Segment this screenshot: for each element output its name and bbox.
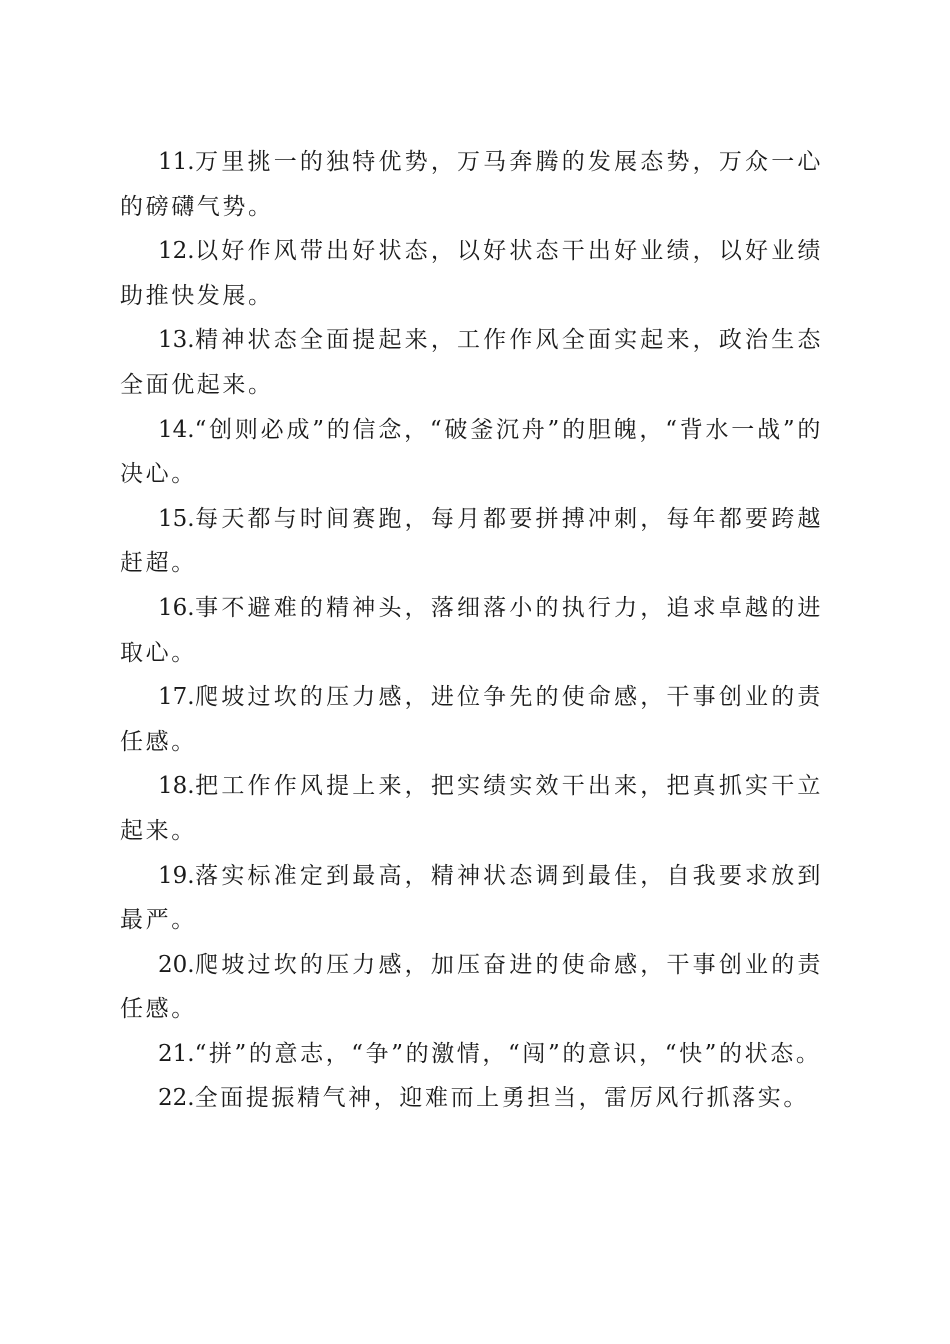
item-number: 13. (158, 327, 195, 354)
item-text: 爬坡过坎的压力感，进位争先的使命感，干事创业的责任感。 (120, 684, 823, 755)
item-text: 全面提振精气神，迎难而上勇担当，雷厉风行抓落实。 (194, 1085, 809, 1112)
list-item (120, 854, 823, 943)
item-text: 爬坡过坎的压力感，加压奋进的使命感，干事创业的责任感。 (120, 951, 823, 1023)
item-number: 17. (158, 684, 195, 711)
item-number: 11. (158, 149, 195, 175)
document-body (120, 140, 823, 1121)
item-number: 15. (158, 505, 195, 532)
item-text: “创则必成”的信念，“破釜沉舟”的胆魄，“背水一战”的决心。 (120, 416, 823, 488)
item-text: 万里挑一的独特优势，万马奔腾的发展态势，万众一心的磅礴气势。 (120, 149, 823, 220)
item-number: 18. (158, 773, 195, 800)
list-item (120, 1032, 823, 1077)
item-text: 把工作作风提上来，把实绩实效干出来，把真抓实干立起来。 (120, 773, 823, 844)
item-number: 22. (158, 1085, 195, 1112)
item-text: “拼”的意志，“争”的激情，“闯”的意识，“快”的状态。 (194, 1040, 822, 1067)
item-number: 19. (158, 862, 195, 889)
item-text: 事不避难的精神头，落细落小的执行力，追求卓越的进取心。 (120, 594, 823, 666)
list-item (120, 318, 823, 407)
list-item (120, 408, 823, 497)
list-item (120, 943, 823, 1032)
item-text: 精神状态全面提起来，工作作风全面实起来，政治生态全面优起来。 (120, 327, 823, 398)
list-item (120, 675, 823, 764)
item-number: 16. (158, 594, 195, 621)
list-item (120, 229, 823, 318)
list-item (120, 586, 823, 675)
list-item (120, 140, 823, 229)
item-text: 落实标准定到最高，精神状态调到最佳，自我要求放到最严。 (120, 862, 823, 934)
item-number: 21. (158, 1040, 195, 1067)
list-item (120, 764, 823, 853)
item-number: 14. (158, 416, 195, 443)
list-item (120, 497, 823, 586)
list-item (120, 1076, 823, 1121)
item-number: 12. (158, 238, 195, 265)
item-number: 20. (158, 951, 195, 978)
item-text: 每天都与时间赛跑，每月都要拼搏冲刺，每年都要跨越赶超。 (120, 505, 823, 577)
item-text: 以好作风带出好状态，以好状态干出好业绩，以好业绩助推快发展。 (120, 238, 823, 309)
